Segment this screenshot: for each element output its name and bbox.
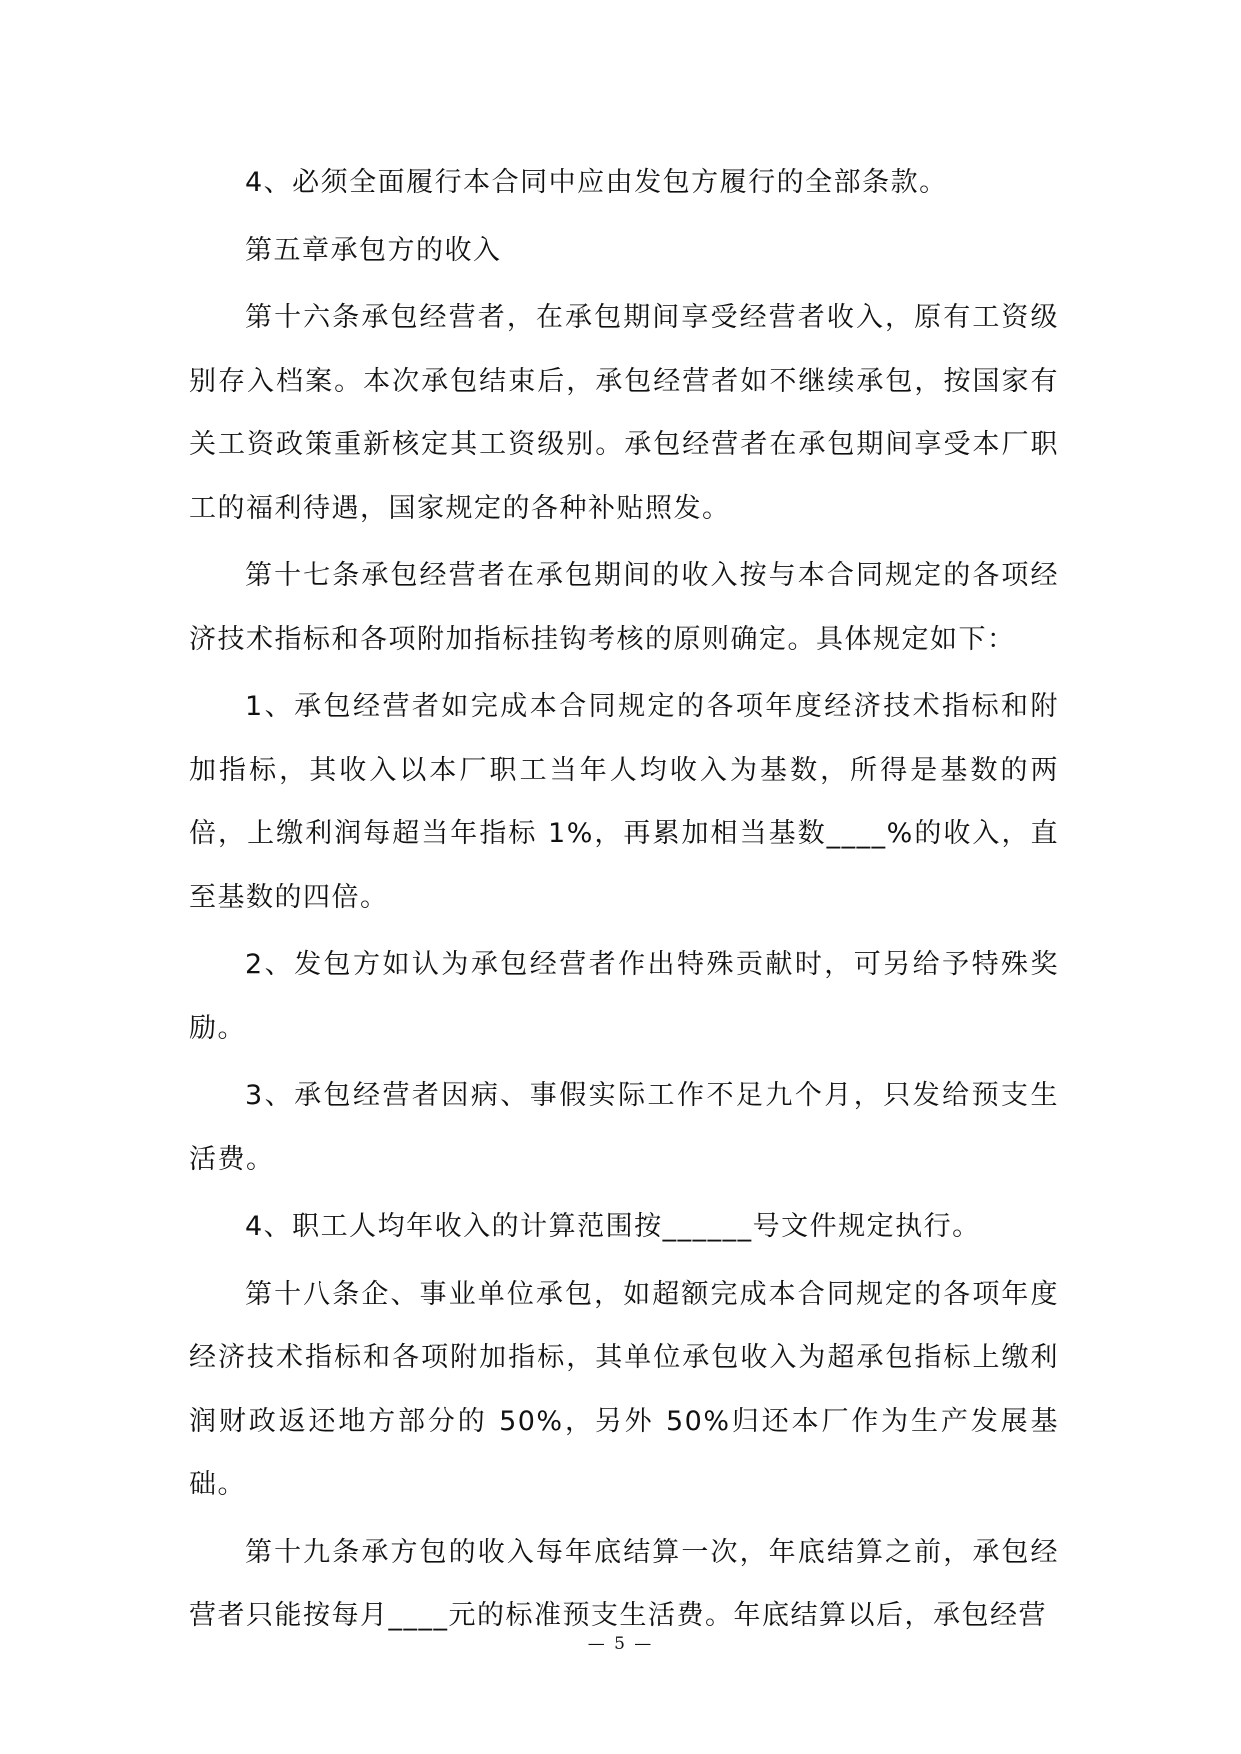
paragraph-clause-4-obligations: 4、必须全面履行本合同中应由发包方履行的全部条款。 (245, 167, 948, 198)
chapter-heading-contractor-income: 第五章承包方的收入 (245, 234, 502, 266)
paragraph-article-19: 第十九条承方包的收入每年底结算一次，年底结算之前，承包经营者只能按每月____元的标准预支生活费。年底结算以后，承包经营 (189, 1536, 1059, 1631)
paragraph-article-17-item-2: 2、发包方如认为承包经营者作出特殊贡献时，可另给予特殊奖励。 (189, 949, 1059, 1044)
paragraph-article-17-item-1: 1、承包经营者如完成本合同规定的各项年度经济技术指标和附加指标，其收入以本厂职工当年人均收入为基数，所得是基数的两倍，上缴利润每超当年指标 1%，再累加相当基数____%的收入，直至基数的四倍。 (189, 691, 1059, 913)
paragraph-article-17-item-4: 4、职工人均年收入的计算范围按______号文件规定执行。 (245, 1211, 981, 1242)
paragraph-article-17-item-3: 3、承包经营者因病、事假实际工作不足九个月，只发给预支生活费。 (189, 1080, 1059, 1175)
paragraph-article-18: 第十八条企、事业单位承包，如超额完成本合同规定的各项年度经济技术指标和各项附加指标，其单位承包收入为超承包指标上缴利润财政返还地方部分的 50%，另外 50%归还本厂作为生产发展基础。 (189, 1278, 1059, 1500)
paragraph-article-17: 第十七条承包经营者在承包期间的收入按与本合同规定的各项经济技术指标和各项附加指标挂钩考核的原则确定。具体规定如下： (189, 560, 1059, 655)
page-number: — 5 — (587, 1634, 654, 1654)
paragraph-article-16: 第十六条承包经营者，在承包期间享受经营者收入，原有工资级别存入档案。本次承包结束后，承包经营者如不继续承包，按国家有关工资政策重新核定其工资级别。承包经营者在承包期间享受本厂职工的福利待遇，国家规定的各种补贴照发。 (189, 302, 1059, 524)
document-body (189, 151, 1059, 1648)
